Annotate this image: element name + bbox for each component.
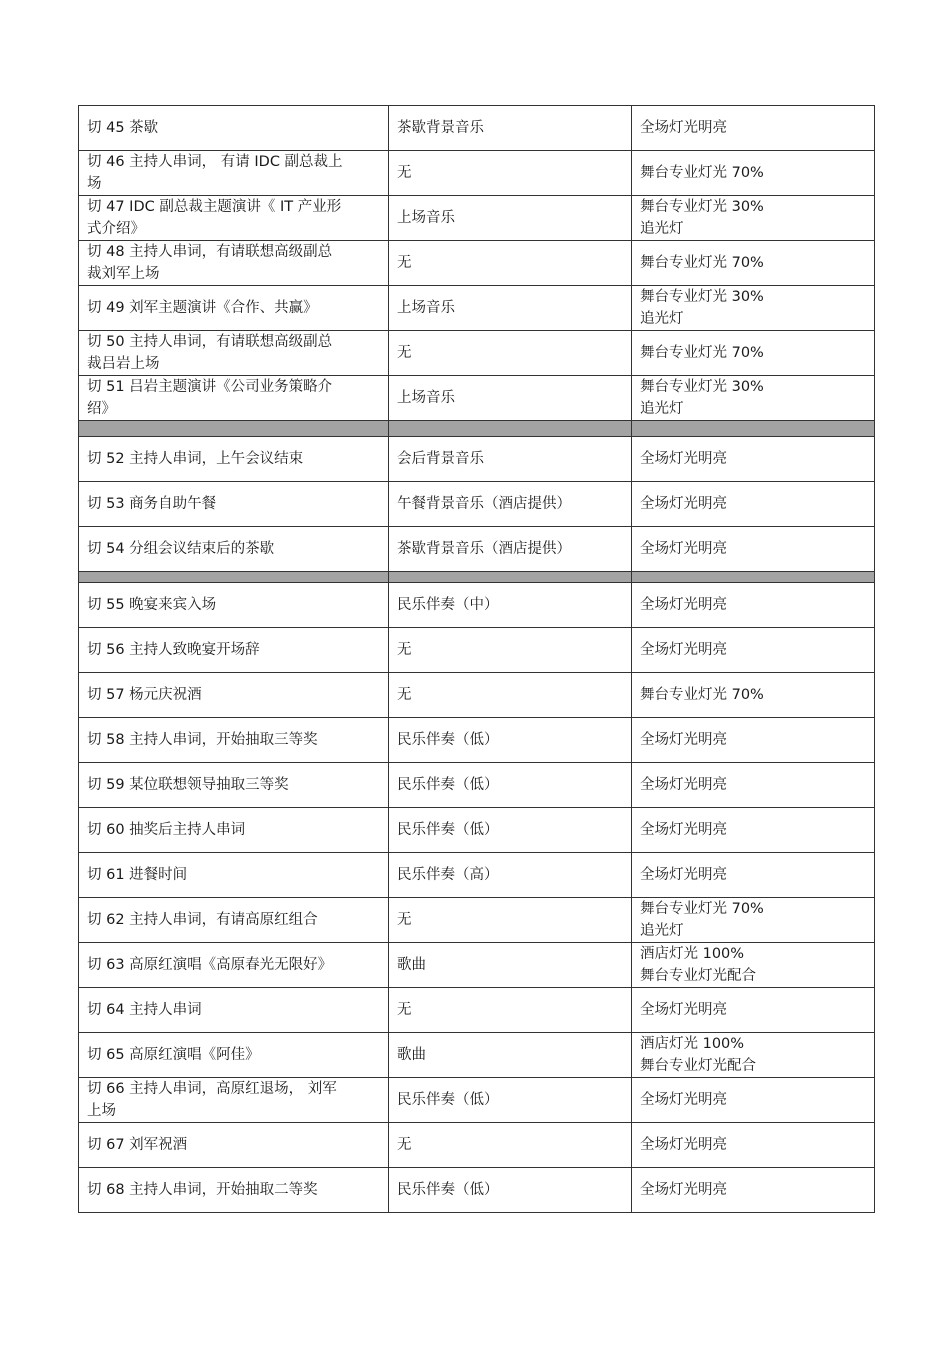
lighting-text: 追光灯: [640, 923, 684, 939]
lighting-text: 全场灯光明亮: [640, 496, 727, 512]
cue-cell: [79, 286, 389, 331]
table-row: [79, 376, 875, 421]
music-text: 无: [397, 912, 412, 928]
music-cell: [389, 196, 632, 241]
lighting-cell: [632, 1033, 875, 1078]
table-row: [79, 527, 875, 572]
music-cell: [389, 988, 632, 1033]
cue-cell: [79, 376, 389, 421]
table-row: [79, 286, 875, 331]
cue-text: 切 62 主持人串词，有请高原红组合: [87, 912, 318, 928]
cue-text: 切 66 主持人串词，高原红退场， 刘军: [87, 1081, 337, 1097]
cue-sheet-table: [78, 105, 875, 1213]
lighting-text: 全场灯光明亮: [640, 1137, 727, 1153]
lighting-cell: [632, 718, 875, 763]
table-row: [79, 808, 875, 853]
section-separator: [79, 572, 875, 583]
cue-text: 切 45 茶歇: [87, 120, 159, 136]
cue-text: 切 54 分组会议结束后的茶歇: [87, 541, 275, 557]
table-row: [79, 196, 875, 241]
lighting-text: 全场灯光明亮: [640, 1002, 727, 1018]
lighting-cell: [632, 898, 875, 943]
cue-cell: [79, 943, 389, 988]
lighting-text: 舞台专业灯光 70%: [640, 901, 764, 917]
cue-text: 绍》: [87, 401, 116, 417]
music-text: 无: [397, 1137, 412, 1153]
table-row: [79, 437, 875, 482]
cue-text: 式介绍》: [87, 221, 145, 237]
music-cell: [389, 331, 632, 376]
table-row: [79, 943, 875, 988]
lighting-text: 酒店灯光 100%: [640, 946, 745, 962]
cue-text: 切 67 刘军祝酒: [87, 1137, 188, 1153]
lighting-text: 全场灯光明亮: [640, 642, 727, 658]
cue-cell: [79, 151, 389, 196]
cue-cell: [79, 763, 389, 808]
lighting-text: 舞台专业灯光 30%: [640, 199, 764, 215]
lighting-cell: [632, 673, 875, 718]
music-cell: [389, 673, 632, 718]
table-row: [79, 1168, 875, 1213]
separator-cell: [632, 421, 875, 437]
music-cell: [389, 718, 632, 763]
table-row: [79, 1033, 875, 1078]
lighting-text: 全场灯光明亮: [640, 1092, 727, 1108]
cue-text: 切 58 主持人串词，开始抽取三等奖: [87, 732, 318, 748]
cue-cell: [79, 853, 389, 898]
music-text: 茶歇背景音乐: [397, 120, 484, 136]
music-cell: [389, 437, 632, 482]
separator-cell: [79, 572, 389, 583]
cue-cell: [79, 527, 389, 572]
music-text: 民乐伴奏（低）: [397, 1092, 499, 1108]
cue-text: 切 64 主持人串词: [87, 1002, 202, 1018]
lighting-cell: [632, 583, 875, 628]
lighting-cell: [632, 286, 875, 331]
lighting-cell: [632, 943, 875, 988]
music-text: 午餐背景音乐（酒店提供）: [397, 496, 571, 512]
cue-text: 切 53 商务自助午餐: [87, 496, 217, 512]
table-row: [79, 988, 875, 1033]
lighting-text: 舞台专业灯光 70%: [640, 255, 764, 271]
cue-cell: [79, 988, 389, 1033]
cue-text: 裁吕岩上场: [87, 356, 160, 372]
lighting-text: 舞台专业灯光 30%: [640, 289, 764, 305]
lighting-text: 追光灯: [640, 401, 684, 417]
cue-cell: [79, 1033, 389, 1078]
separator-cell: [79, 421, 389, 437]
cue-text: 场: [87, 176, 102, 192]
lighting-cell: [632, 1123, 875, 1168]
cue-cell: [79, 898, 389, 943]
lighting-cell: [632, 106, 875, 151]
cue-text: 裁刘军上场: [87, 266, 160, 282]
lighting-cell: [632, 482, 875, 527]
music-cell: [389, 763, 632, 808]
cue-text: 切 46 主持人串词， 有请 IDC 副总裁上: [87, 154, 343, 170]
lighting-cell: [632, 376, 875, 421]
cue-cell: [79, 437, 389, 482]
cue-cell: [79, 1168, 389, 1213]
lighting-cell: [632, 151, 875, 196]
music-text: 无: [397, 687, 412, 703]
cue-cell: [79, 1078, 389, 1123]
music-text: 无: [397, 165, 412, 181]
lighting-cell: [632, 763, 875, 808]
cue-cell: [79, 808, 389, 853]
music-text: 民乐伴奏（高）: [397, 867, 499, 883]
music-cell: [389, 376, 632, 421]
table-row: [79, 1078, 875, 1123]
cue-text: 切 51 吕岩主题演讲《公司业务策略介: [87, 379, 333, 395]
lighting-cell: [632, 628, 875, 673]
lighting-text: 全场灯光明亮: [640, 732, 727, 748]
lighting-text: 全场灯光明亮: [640, 822, 727, 838]
music-text: 上场音乐: [397, 300, 455, 316]
table-row: [79, 673, 875, 718]
cue-sheet-body: [79, 106, 875, 1213]
music-cell: [389, 808, 632, 853]
lighting-text: 全场灯光明亮: [640, 777, 727, 793]
lighting-text: 舞台专业灯光配合: [640, 968, 756, 984]
table-row: [79, 718, 875, 763]
cue-text: 切 61 进餐时间: [87, 867, 188, 883]
section-separator: [79, 421, 875, 437]
music-text: 上场音乐: [397, 210, 455, 226]
music-cell: [389, 1078, 632, 1123]
cue-text: 切 60 抽奖后主持人串词: [87, 822, 246, 838]
table-row: [79, 853, 875, 898]
cue-cell: [79, 482, 389, 527]
music-text: 无: [397, 255, 412, 271]
cue-cell: [79, 331, 389, 376]
music-text: 民乐伴奏（低）: [397, 777, 499, 793]
lighting-text: 舞台专业灯光配合: [640, 1058, 756, 1074]
music-cell: [389, 943, 632, 988]
cue-cell: [79, 628, 389, 673]
lighting-text: 追光灯: [640, 221, 684, 237]
lighting-text: 舞台专业灯光 70%: [640, 165, 764, 181]
music-cell: [389, 1168, 632, 1213]
cue-text: 切 48 主持人串词，有请联想高级副总: [87, 244, 333, 260]
music-text: 民乐伴奏（低）: [397, 1182, 499, 1198]
music-text: 民乐伴奏（低）: [397, 822, 499, 838]
lighting-cell: [632, 331, 875, 376]
table-row: [79, 482, 875, 527]
music-cell: [389, 898, 632, 943]
lighting-text: 追光灯: [640, 311, 684, 327]
cue-cell: [79, 583, 389, 628]
music-text: 会后背景音乐: [397, 451, 484, 467]
music-text: 民乐伴奏（低）: [397, 732, 499, 748]
music-cell: [389, 628, 632, 673]
music-cell: [389, 1033, 632, 1078]
music-text: 无: [397, 642, 412, 658]
music-text: 歌曲: [397, 957, 426, 973]
music-cell: [389, 583, 632, 628]
music-cell: [389, 241, 632, 286]
table-row: [79, 1123, 875, 1168]
table-row: [79, 241, 875, 286]
separator-cell: [389, 572, 632, 583]
table-row: [79, 628, 875, 673]
lighting-text: 全场灯光明亮: [640, 597, 727, 613]
music-cell: [389, 527, 632, 572]
cue-text: 切 55 晚宴来宾入场: [87, 597, 217, 613]
cue-text: 切 47 IDC 副总裁主题演讲《 IT 产业形: [87, 199, 342, 215]
lighting-cell: [632, 1078, 875, 1123]
lighting-text: 全场灯光明亮: [640, 120, 727, 136]
lighting-cell: [632, 437, 875, 482]
lighting-cell: [632, 241, 875, 286]
music-text: 上场音乐: [397, 390, 455, 406]
cue-text: 切 57 杨元庆祝酒: [87, 687, 202, 703]
lighting-text: 全场灯光明亮: [640, 1182, 727, 1198]
cue-cell: [79, 106, 389, 151]
lighting-cell: [632, 527, 875, 572]
cue-cell: [79, 673, 389, 718]
music-text: 无: [397, 345, 412, 361]
music-cell: [389, 151, 632, 196]
cue-text: 切 63 高原红演唱《高原春光无限好》: [87, 957, 333, 973]
lighting-cell: [632, 808, 875, 853]
lighting-text: 舞台专业灯光 30%: [640, 379, 764, 395]
separator-cell: [389, 421, 632, 437]
cue-text: 切 65 高原红演唱《阿佳》: [87, 1047, 260, 1063]
lighting-text: 全场灯光明亮: [640, 451, 727, 467]
lighting-text: 全场灯光明亮: [640, 867, 727, 883]
lighting-cell: [632, 853, 875, 898]
lighting-text: 舞台专业灯光 70%: [640, 687, 764, 703]
music-cell: [389, 482, 632, 527]
cue-text: 切 52 主持人串词，上午会议结束: [87, 451, 304, 467]
cue-text: 切 56 主持人致晚宴开场辞: [87, 642, 260, 658]
music-text: 歌曲: [397, 1047, 426, 1063]
lighting-cell: [632, 988, 875, 1033]
lighting-text: 全场灯光明亮: [640, 541, 727, 557]
table-row: [79, 106, 875, 151]
music-text: 民乐伴奏（中）: [397, 597, 499, 613]
music-text: 茶歇背景音乐（酒店提供）: [397, 541, 571, 557]
table-row: [79, 151, 875, 196]
lighting-cell: [632, 1168, 875, 1213]
cue-cell: [79, 1123, 389, 1168]
cue-cell: [79, 241, 389, 286]
cue-text: 上场: [87, 1103, 116, 1119]
music-cell: [389, 1123, 632, 1168]
music-cell: [389, 853, 632, 898]
table-row: [79, 898, 875, 943]
cue-text: 切 50 主持人串词，有请联想高级副总: [87, 334, 333, 350]
cue-text: 切 59 某位联想领导抽取三等奖: [87, 777, 289, 793]
lighting-text: 舞台专业灯光 70%: [640, 345, 764, 361]
cue-cell: [79, 196, 389, 241]
lighting-cell: [632, 196, 875, 241]
separator-cell: [632, 572, 875, 583]
cue-text: 切 49 刘军主题演讲《合作、共赢》: [87, 300, 318, 316]
music-text: 无: [397, 1002, 412, 1018]
table-row: [79, 763, 875, 808]
music-cell: [389, 106, 632, 151]
cue-text: 切 68 主持人串词，开始抽取二等奖: [87, 1182, 318, 1198]
table-row: [79, 583, 875, 628]
table-row: [79, 331, 875, 376]
lighting-text: 酒店灯光 100%: [640, 1036, 745, 1052]
cue-cell: [79, 718, 389, 763]
music-cell: [389, 286, 632, 331]
